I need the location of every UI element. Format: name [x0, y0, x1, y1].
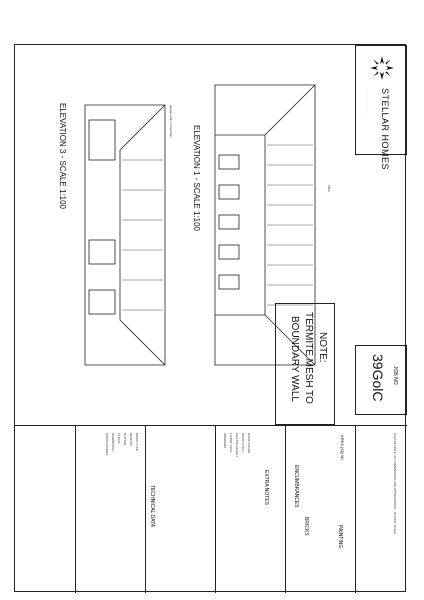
- note-line-2: TERMITE MESH TO: [303, 312, 314, 404]
- spec-label-ceiling-height: CEILING HEIGHT: [235, 433, 239, 458]
- note-title: NOTE:: [317, 332, 328, 363]
- job-number-block: [355, 345, 407, 415]
- spec-label-fascia: FASCIA: [117, 433, 121, 444]
- company-details: [366, 88, 370, 115]
- job-no-value: 39GolC: [370, 354, 386, 402]
- title-block: [355, 45, 407, 171]
- spec-col-3: [215, 425, 216, 593]
- spec-label-downpipes: DOWNPIPES: [111, 433, 115, 452]
- dimension-2400: 2400: [327, 185, 331, 192]
- spec-col-4: [285, 425, 286, 593]
- spec-heading-extra-notes: EXTRA NOTES: [263, 470, 269, 506]
- spec-col-1: [75, 425, 76, 593]
- sheet-notes: PLEASE NOTE: ALL DIMENSIONS ARE APPROXIMATE - DO NOT SCALE: [393, 433, 397, 535]
- spec-label-door-frames: DOOR FRAMES: [105, 433, 109, 456]
- spec-col-5: [355, 425, 356, 593]
- elevation-3-drawing: [75, 100, 175, 370]
- spec-label-roof-cover: ROOF COVER: [247, 433, 251, 454]
- garage-wall-note: garage wall on boundary: [169, 105, 173, 138]
- spec-heading-encumbrances: ENCUMBRANCES: [293, 465, 299, 508]
- elevation-3-title: ELEVATION 3 - SCALE 1:100: [58, 103, 67, 209]
- spec-label-mortar: MORTAR: [129, 433, 133, 446]
- elevation-1-drawing: [205, 75, 325, 375]
- job-no-label: JOB NO.: [392, 366, 398, 387]
- spec-heading-bricks: BRICKS: [303, 517, 309, 536]
- area-label: AREA (SQ.M): [340, 435, 345, 460]
- spec-label-windows: WINDOWS: [223, 433, 227, 449]
- company-name: STELLAR HOMES: [380, 88, 390, 171]
- drawing-sheet: [14, 44, 406, 592]
- spec-label-gutter: GUTTER: [123, 433, 127, 446]
- spec-table-divider: [15, 425, 407, 426]
- company-address-line: · · · · · · · · · · · · · · ·: [366, 88, 370, 115]
- elevation-1-title: ELEVATION 1 - SCALE 1:100: [192, 125, 201, 231]
- spec-label-brick-type: BRICK TYPE: [135, 433, 139, 451]
- spec-col-2: [145, 425, 146, 593]
- note-line-3: BOUNDARY WALL: [289, 316, 300, 402]
- spec-label-roof-pitch: ROOF PITCH: [241, 433, 245, 452]
- spec-label-floor-tiles: FLOOR TILES: [229, 433, 233, 453]
- stellar-logo-icon: [368, 54, 396, 82]
- spec-heading-technical-data: TECHNICAL DATA: [149, 485, 155, 528]
- spec-heading-painting: PAINTING: [337, 525, 343, 549]
